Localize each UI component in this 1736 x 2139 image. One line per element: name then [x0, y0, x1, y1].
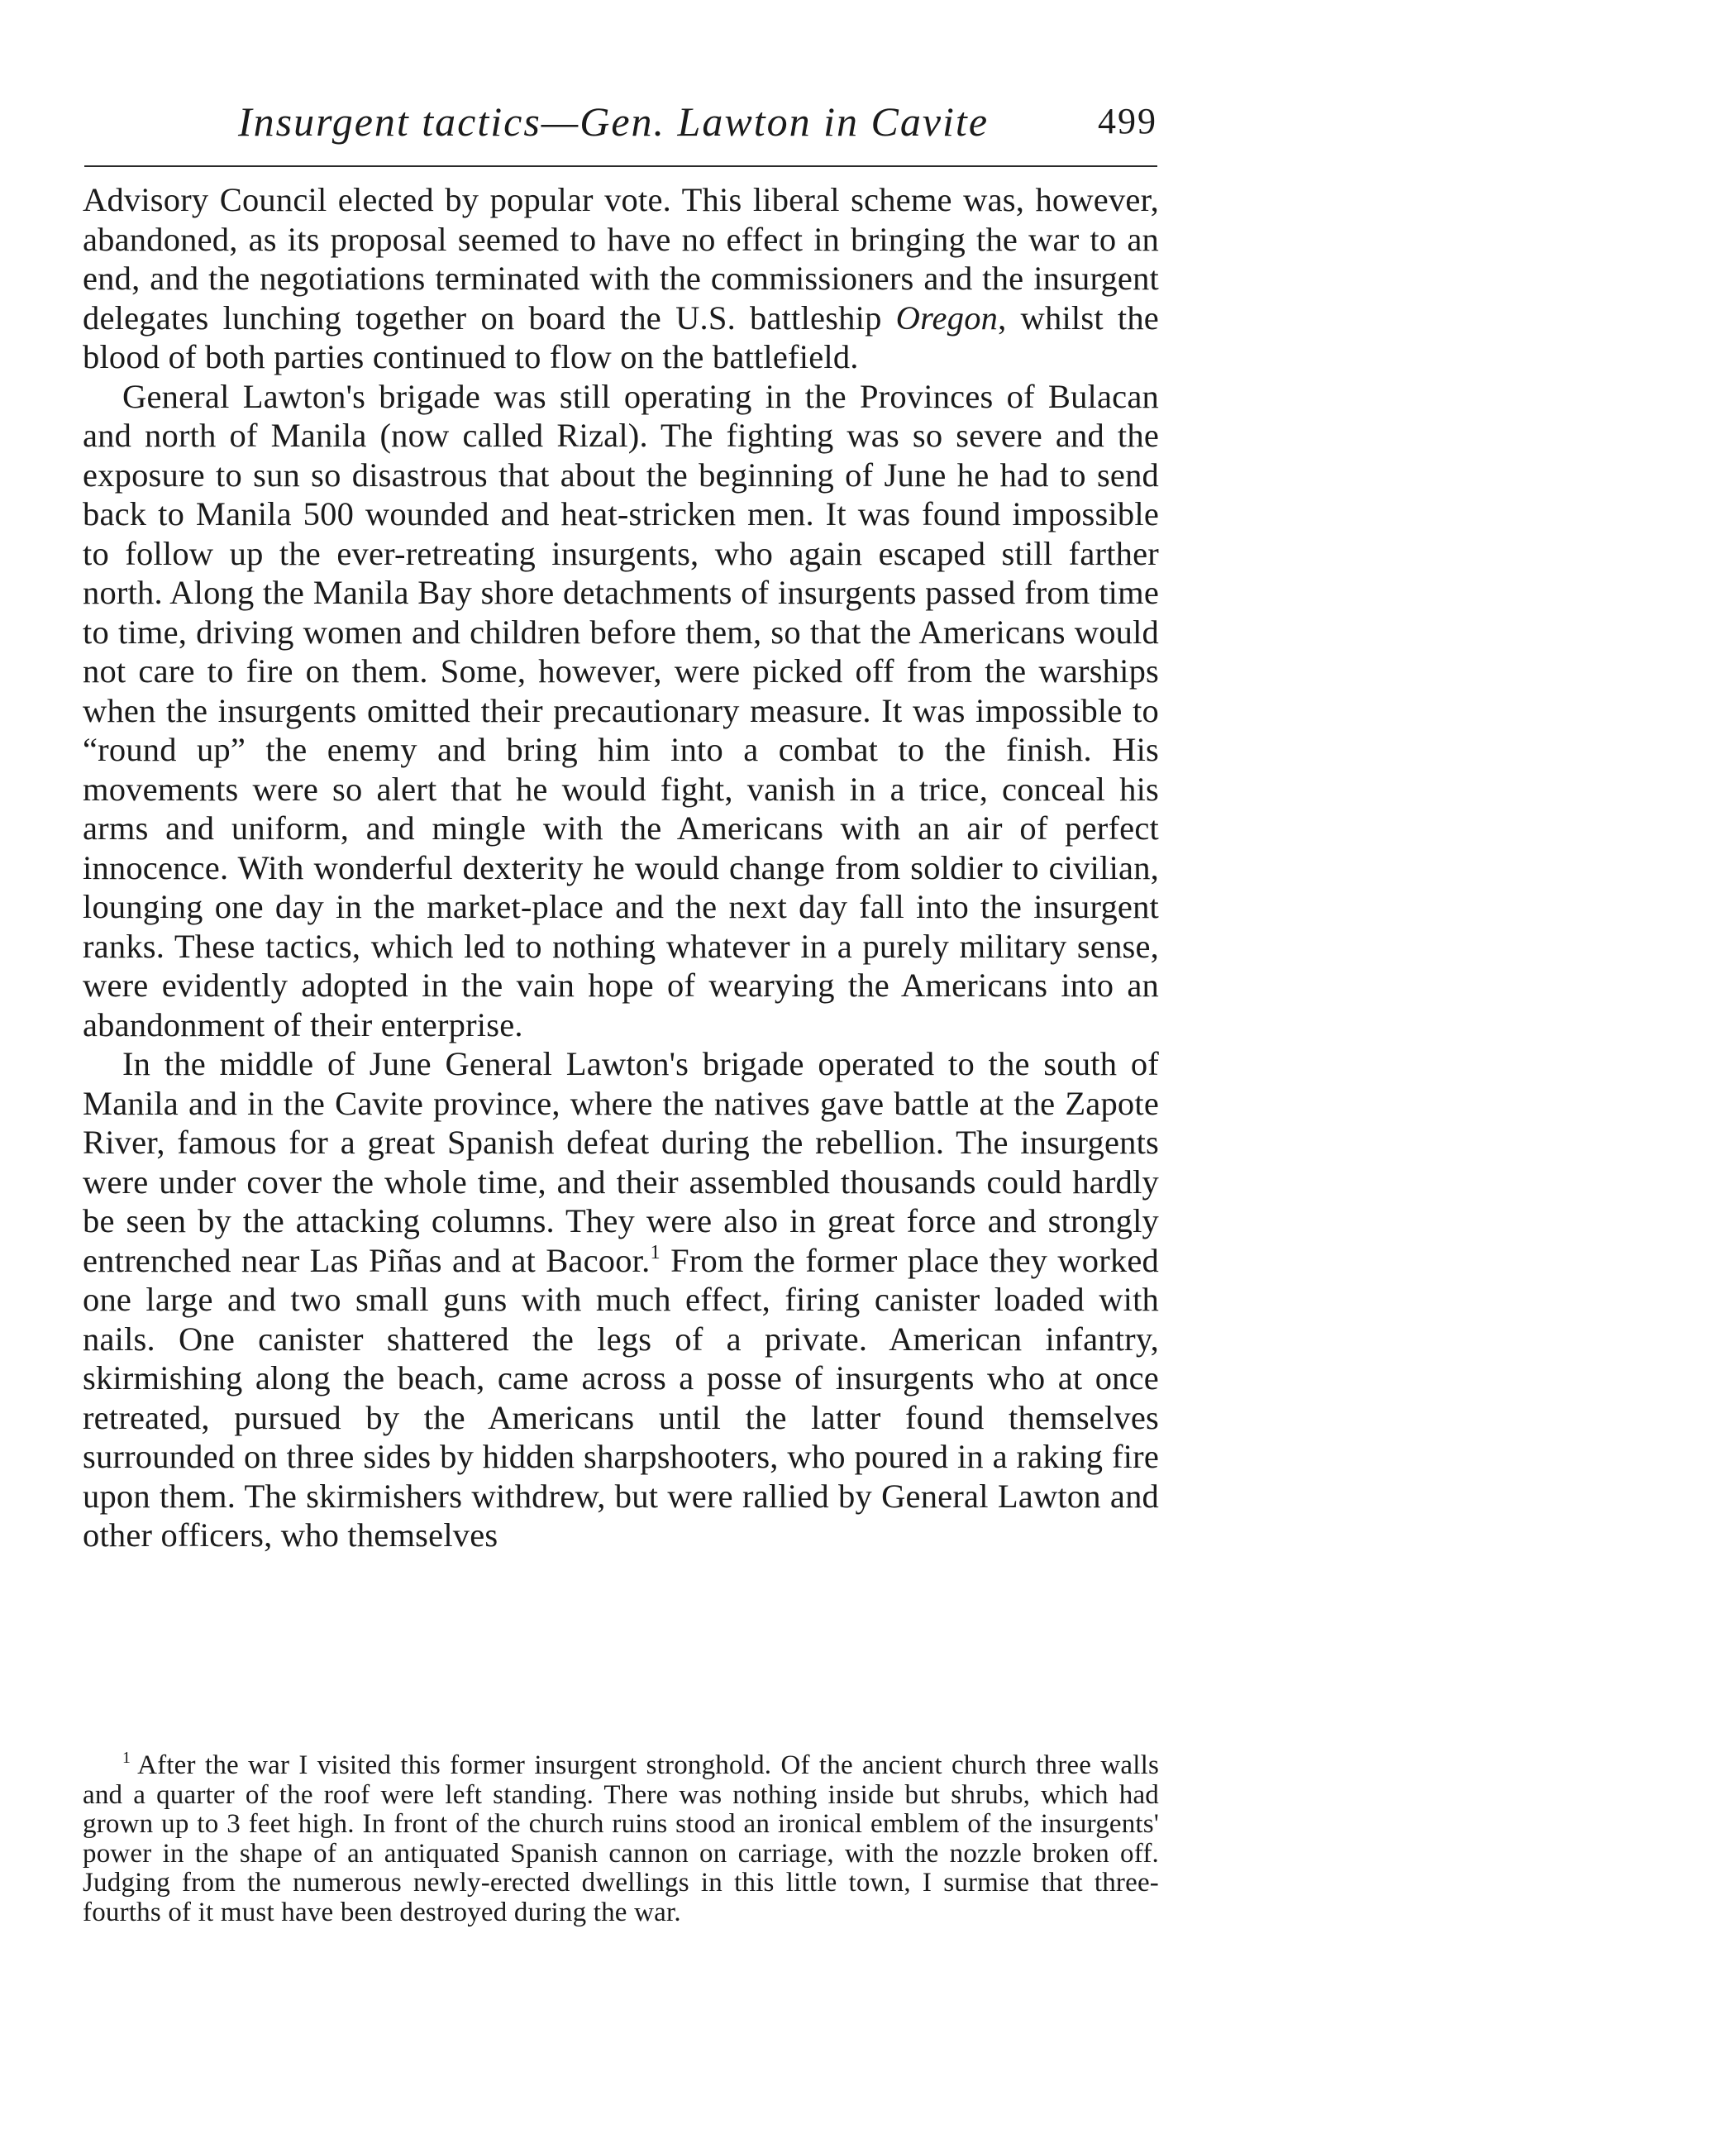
footnote-1 [83, 1751, 1159, 1927]
running-title: Insurgent tactics—Gen. Lawton in Cavite [237, 98, 990, 145]
header-rule [84, 165, 1157, 167]
paragraph-1-end: , whilst the blood of both parties continued to flow on the battlefield. [83, 298, 1159, 375]
paragraph-2: General Lawton's brigade was still operating in the Provinces of Bulacan and north of Manila (now called Rizal). The fighting was so severe and the exposure to sun so disastrous that about the beginning of June he had to send back to Manila 500 wounded and heat-stricken men. It was found impossible to follow up the ever-retreating insurgents, who again escaped still farther north. Along the Manila Bay shore detachments of insurgents passed from time to time, driving women and children before them, so that the Americans would not care to fire on them. Some, however, were picked off from the warships when the insurgents omitted their precautionary measure. It was impossible to “round up” the enemy and bring him into a combat to the finish. His movements were so alert that he would fight, vanish in a trice, conceal his arms and uniform, and mingle with the Americans with an air of perfect innocence. With wonderful dexterity he would change from soldier to civilian, lounging one day in the market-place and the next day fall into the insurgent ranks. These tactics, which led to nothing whatever in a purely military sense, were evidently adopted in the vain hope of wearying the Americans into an abandonment of their enterprise. [83, 377, 1159, 1043]
body-text [83, 180, 1159, 1555]
running-head [217, 93, 1157, 150]
footnote-text: After the war I visited this former insurgent stronghold. Of the ancient church three walls and a quarter of the roof were left standing. There was nothing inside but shrubs, which had grown up to 3 feet high. In front of the church ruins stood an ironical emblem of the insurgents' power in the shape of an antiquated Spanish cannon on carriage, with the nozzle broken off. Judging from the numerous newly-erected dwellings in this little town, I surmise that three-fourths of it must have been destroyed during the war. [83, 1750, 1159, 1927]
paragraph-3-text: In the middle of June General Lawton's brigade operated to the south of Manila and in the Cavite province, where the natives gave battle at the Zapote River, famous for a great Spanish defeat during the rebellion. The insurgents were under cover the whole time, and their assembled thousands could hardly be seen by the attacking columns. They were also in great force and strongly entrenched near Las Piñas and at Bacoor. [83, 1045, 1159, 1279]
paragraph-3 [83, 1044, 1159, 1555]
paragraph-1-text: Advisory Council elected by popular vote. This liberal scheme was, however, abandoned, as its proposal seemed to have no effect in bringing the war to an end, and the negotiations terminated with the commissioners and the insurgent delegates lunching together on board the U.S. battleship [83, 181, 1159, 337]
page-number: 499 [1098, 101, 1157, 141]
footnote-reference: 1 [650, 1240, 661, 1263]
paragraph-1 [83, 180, 1159, 377]
footnote-marker: 1 [122, 1749, 131, 1768]
paragraph-3-end: From the former place they worked one large and two small guns with much effect, firing canister loaded with nails. One canister shattered the legs of a private. American infantry, skirmishing along the beach, came across a posse of insurgents who at once retreated, pursued by the Americans until the latter found themselves surrounded on three sides by hidden sharpshooters, who poured in a raking fire upon them. The skirmishers withdrew, but were rallied by General Lawton and other officers, who themselves [83, 1241, 1159, 1554]
ship-name: Oregon [895, 298, 999, 337]
footnotes [83, 1751, 1159, 1927]
